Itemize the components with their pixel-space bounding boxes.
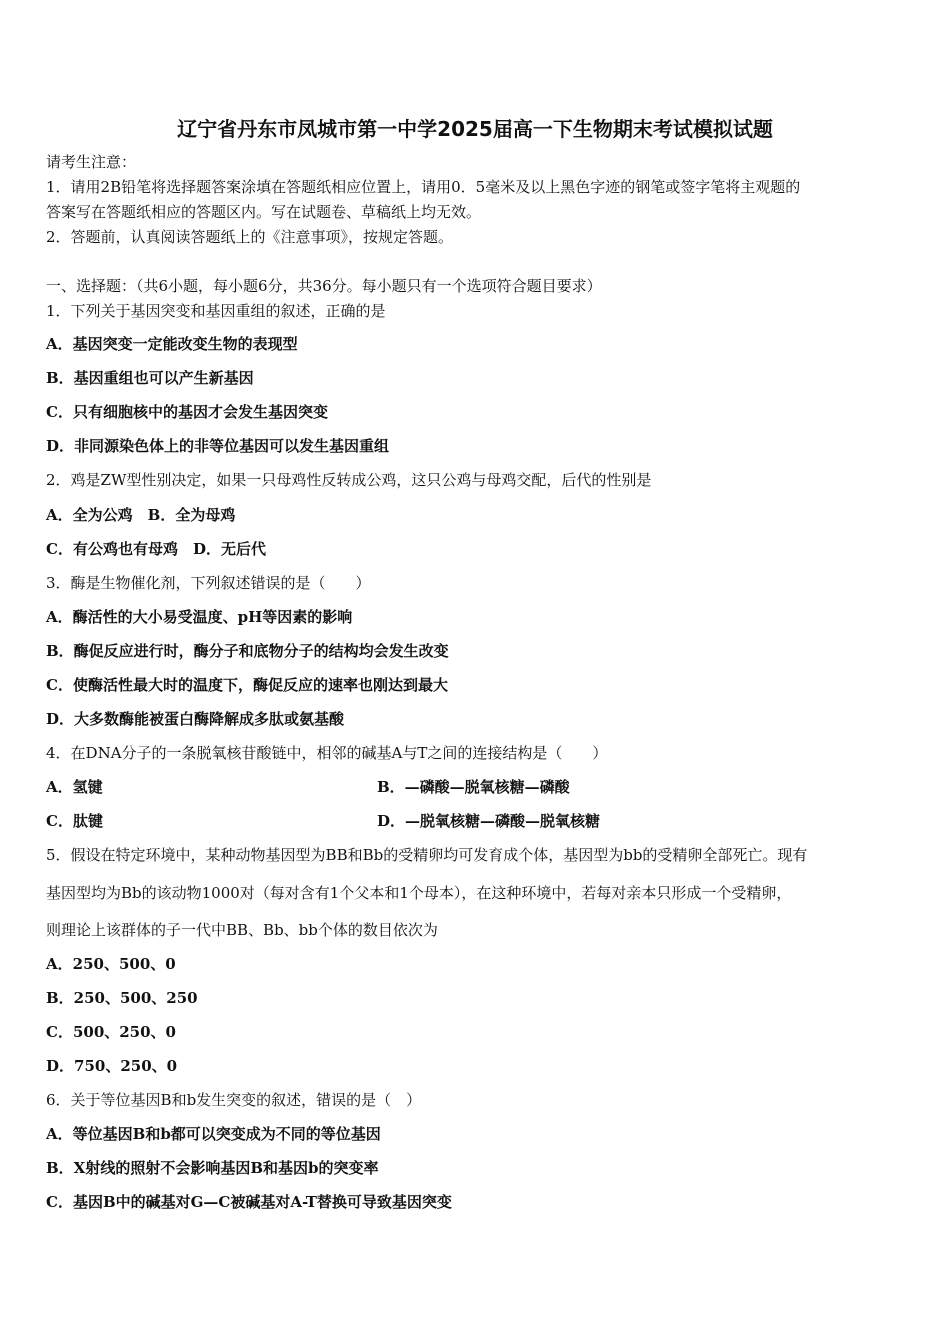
page-title: 辽宁省丹东市凤城市第一中学2025届高一下生物期末考试模拟试题 — [177, 117, 773, 141]
question-5-stem-line-3: 则理论上该群体的子一代中BB、Bb、bb个体的数目依次为 — [46, 921, 438, 939]
notice-item-1b: 答案写在答题纸相应的答题区内。写在试题卷、草稿纸上均无效。 — [46, 203, 482, 221]
question-4-stem: 4．在DNA分子的一条脱氧核苷酸链中，相邻的碱基A与T之间的连接结构是（ ） — [46, 744, 608, 762]
question-1-option-a: A．基因突变一定能改变生物的表现型 — [46, 335, 298, 353]
question-2-stem: 2．鸡是ZW型性别决定，如果一只母鸡性反转成公鸡，这只公鸡与母鸡交配，后代的性别是 — [46, 471, 652, 489]
question-4-option-d: D．—脱氧核糖—磷酸—脱氧核糖 — [377, 812, 601, 830]
question-4-option-b: B．—磷酸—脱氧核糖—磷酸 — [377, 778, 570, 796]
question-5-option-a: A．250、500、0 — [46, 955, 176, 973]
question-5-stem-line-2: 基因型均为Bb的该动物1000对（每对含有1个父本和1个母本），在这种环境中，若每对亲本只形成一个受精卵， — [46, 884, 792, 902]
question-1-option-c: C．只有细胞核中的基因才会发生基因突变 — [46, 403, 328, 421]
question-2-options-cd: C．有公鸡也有母鸡 D．无后代 — [46, 540, 266, 558]
question-1-option-d: D．非同源染色体上的非等位基因可以发生基因重组 — [46, 437, 390, 455]
question-3-option-d: D．大多数酶能被蛋白酶降解成多肽或氨基酸 — [46, 710, 345, 728]
question-4-option-a: A．氢键 — [46, 778, 103, 796]
question-6-option-b: B．X射线的照射不会影响基因B和基因b的突变率 — [46, 1159, 379, 1177]
question-2-options-ab: A．全为公鸡 B．全为母鸡 — [46, 506, 236, 524]
question-5-option-d: D．750、250、0 — [46, 1057, 178, 1075]
question-3-option-b: B．酶促反应进行时，酶分子和底物分子的结构均会发生改变 — [46, 642, 449, 660]
question-1-stem: 1．下列关于基因突变和基因重组的叙述，正确的是 — [46, 302, 386, 320]
notice-item-2: 2．答题前，认真阅读答题纸上的《注意事项》，按规定答题。 — [46, 228, 454, 246]
question-5-stem-line-1: 5．假设在特定环境中，某种动物基因型为BB和Bb的受精卵均可发育成个体，基因型为bb的受精卵全部死亡。现有 — [46, 846, 808, 864]
notice-item-1a: 1．请用2B铅笔将选择题答案涂填在答题纸相应位置上，请用0．5毫米及以上黑色字迹的钢笔或签字笔将主观题的 — [46, 178, 801, 196]
question-4-option-c: C．肽键 — [46, 812, 103, 830]
question-6-stem: 6．关于等位基因B和b发生突变的叙述，错误的是（ ） — [46, 1091, 422, 1109]
question-5-option-c: C．500、250、0 — [46, 1023, 176, 1041]
question-3-option-c: C．使酶活性最大时的温度下，酶促反应的速率也刚达到最大 — [46, 676, 448, 694]
question-6-option-a: A．等位基因B和b都可以突变成为不同的等位基因 — [46, 1125, 381, 1143]
question-5-option-b: B．250、500、250 — [46, 989, 198, 1007]
question-3-option-a: A．酶活性的大小易受温度、pH等因素的影响 — [46, 608, 353, 626]
question-1-option-b: B．基因重组也可以产生新基因 — [46, 369, 254, 387]
section-heading: 一、选择题：（共6小题，每小题6分，共36分。每小题只有一个选项符合题目要求） — [46, 277, 602, 295]
notice-heading: 请考生注意： — [46, 153, 137, 171]
question-3-stem: 3．酶是生物催化剂，下列叙述错误的是（ ） — [46, 574, 371, 592]
question-6-option-c: C．基因B中的碱基对G—C被碱基对A-T替换可导致基因突变 — [46, 1193, 452, 1211]
